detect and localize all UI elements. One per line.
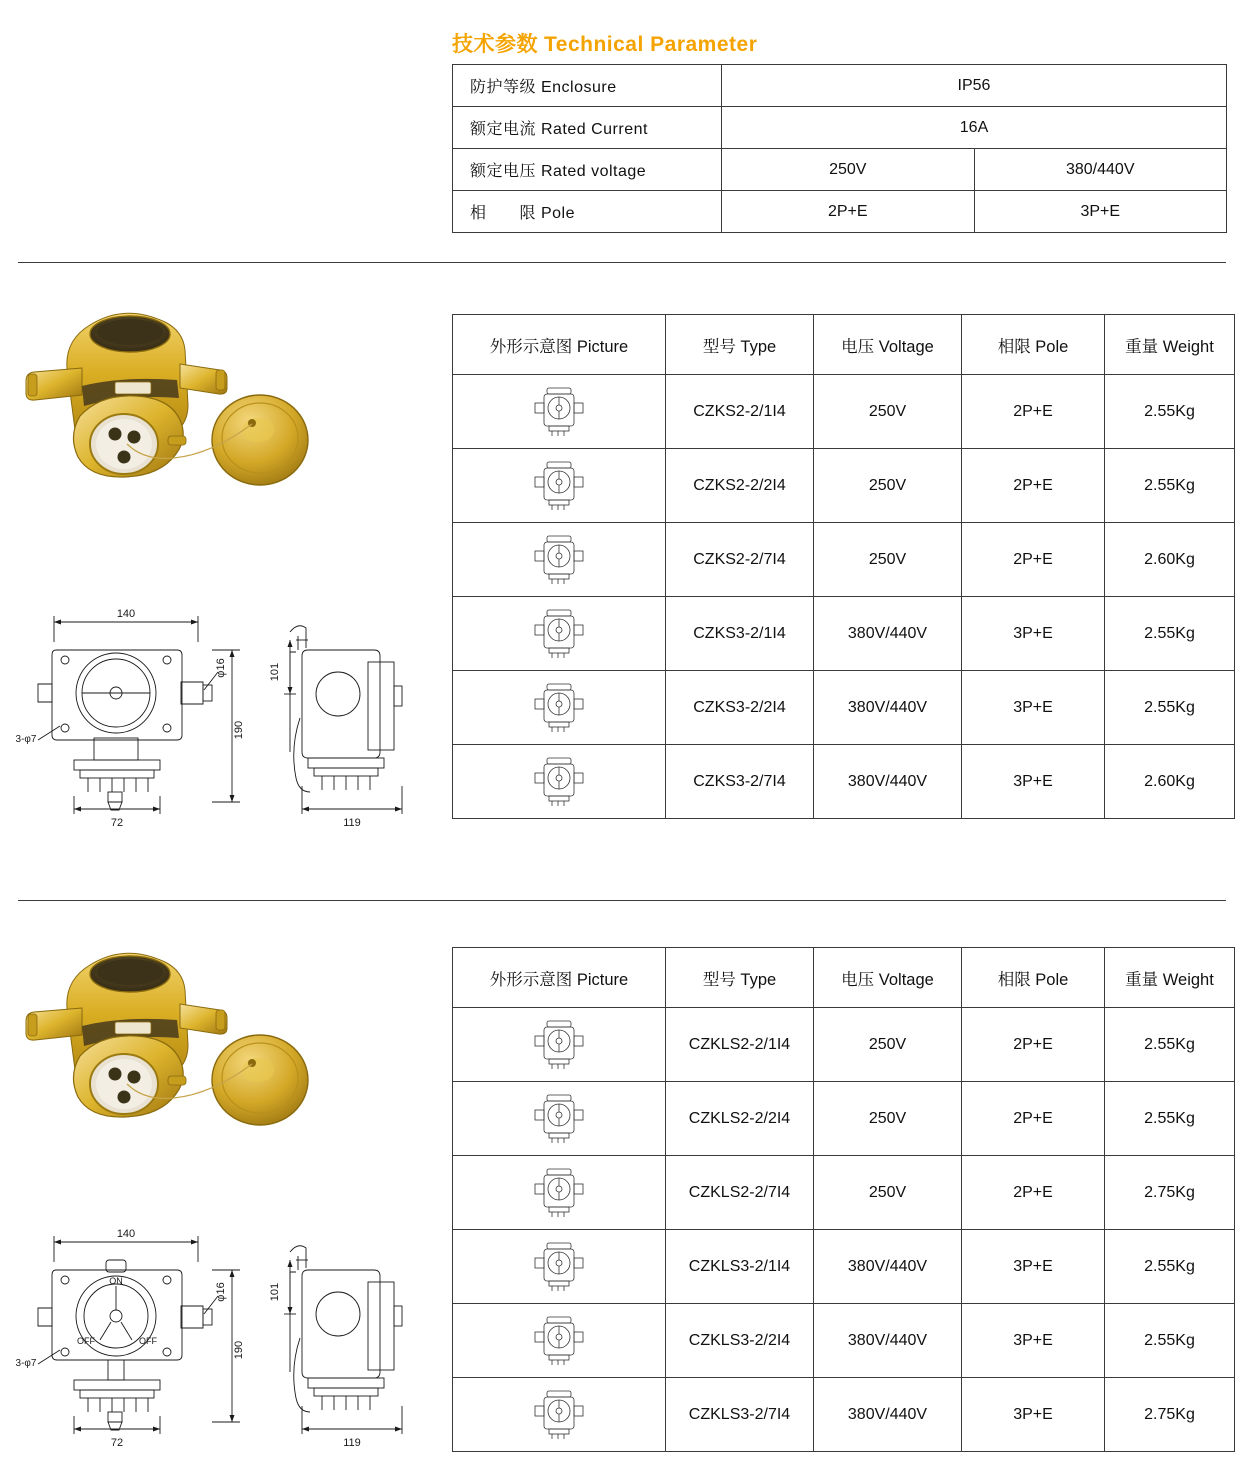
table-row <box>453 65 1227 107</box>
dim-label-width-1: 140 <box>116 608 136 620</box>
cell-pole: 2P+E <box>962 375 1105 449</box>
col-header-voltage: 电压 Voltage <box>814 315 962 375</box>
dim-label-hole-2: φ16 <box>215 1282 227 1302</box>
cell-picture <box>453 597 666 671</box>
switch-label-on: ON <box>109 1276 123 1286</box>
col-header-type: 型号 Type <box>666 948 814 1008</box>
dim-label-side-1: 119 <box>343 817 361 829</box>
table-header-row <box>453 948 1235 1008</box>
table-row <box>453 1378 1235 1452</box>
cell-pole: 2P+E <box>962 1156 1105 1230</box>
col-header-pole: 相限 Pole <box>962 948 1105 1008</box>
cell-picture <box>453 1230 666 1304</box>
product-photo-czkls <box>20 930 320 1180</box>
cell-weight: 2.75Kg <box>1105 1378 1235 1452</box>
dim-label-width-2: 140 <box>116 1228 136 1240</box>
product-thumb-icon <box>527 460 591 512</box>
tech-param-table <box>452 64 1227 233</box>
dim-label-base-2: 72 <box>110 1437 124 1449</box>
table-row <box>453 597 1235 671</box>
col-header-picture: 外形示意图 Picture <box>453 315 666 375</box>
cell-voltage: 380V/440V <box>814 745 962 819</box>
cell-pole: 2P+E <box>962 1082 1105 1156</box>
cell-picture <box>453 1156 666 1230</box>
cell-voltage: 380V/440V <box>814 1378 962 1452</box>
cell-weight: 2.60Kg <box>1105 523 1235 597</box>
cell-type: CZKLS3-2/2I4 <box>666 1304 814 1378</box>
table-row <box>453 1230 1235 1304</box>
dim-label-depth-1: 101 <box>269 662 281 682</box>
dim-label-side-2: 119 <box>343 1437 361 1449</box>
cell-type: CZKS3-2/2I4 <box>666 671 814 745</box>
table-row <box>453 375 1235 449</box>
tech-param-value-rated-voltage-250: 250V <box>722 149 975 191</box>
switch-label-off-right: OFF <box>139 1336 157 1346</box>
cell-picture <box>453 1008 666 1082</box>
cell-voltage: 250V <box>814 1082 962 1156</box>
product-thumb-icon <box>527 756 591 808</box>
cell-type: CZKLS3-2/7I4 <box>666 1378 814 1452</box>
cell-voltage: 250V <box>814 523 962 597</box>
product-photo-czkls-graphic <box>20 930 320 1180</box>
cell-voltage: 250V <box>814 375 962 449</box>
cell-weight: 2.55Kg <box>1105 671 1235 745</box>
cell-picture <box>453 1304 666 1378</box>
cell-picture <box>453 523 666 597</box>
cell-weight: 2.55Kg <box>1105 1008 1235 1082</box>
product-table-czkls <box>452 947 1235 1452</box>
cell-picture <box>453 745 666 819</box>
tech-param-value-pole-2pe: 2P+E <box>722 191 975 233</box>
product-thumb-icon <box>527 1093 591 1145</box>
cell-pole: 3P+E <box>962 1304 1105 1378</box>
tech-param-label-enclosure: 防护等级 Enclosure <box>453 65 722 107</box>
product-thumb-icon <box>527 1167 591 1219</box>
cell-voltage: 380V/440V <box>814 1304 962 1378</box>
table-row <box>453 745 1235 819</box>
section-divider-bottom <box>18 900 1226 901</box>
cell-type: CZKLS2-2/7I4 <box>666 1156 814 1230</box>
product-thumb-icon <box>527 1241 591 1293</box>
cell-type: CZKLS2-2/2I4 <box>666 1082 814 1156</box>
cell-type: CZKS2-2/1I4 <box>666 375 814 449</box>
tech-param-title-cn: 技术参数 <box>452 33 538 56</box>
cell-picture <box>453 449 666 523</box>
dimension-drawing-czks-graphic <box>8 590 428 830</box>
cell-type: CZKS2-2/7I4 <box>666 523 814 597</box>
cell-pole: 3P+E <box>962 1230 1105 1304</box>
table-row <box>453 671 1235 745</box>
product-thumb-icon <box>527 534 591 586</box>
cell-weight: 2.55Kg <box>1105 375 1235 449</box>
table-row <box>453 1304 1235 1378</box>
cell-pole: 3P+E <box>962 671 1105 745</box>
product-photo-czks <box>20 290 320 540</box>
cell-weight: 2.55Kg <box>1105 597 1235 671</box>
col-header-voltage: 电压 Voltage <box>814 948 962 1008</box>
cell-pole: 2P+E <box>962 1008 1105 1082</box>
tech-param-label-pole: 相 限 Pole <box>453 191 722 233</box>
cell-voltage: 380V/440V <box>814 1230 962 1304</box>
product-thumb-icon <box>527 608 591 660</box>
dim-label-mount-1: 3-φ7 <box>15 734 37 745</box>
cell-type: CZKS3-2/1I4 <box>666 597 814 671</box>
cell-picture <box>453 1378 666 1452</box>
cell-pole: 2P+E <box>962 523 1105 597</box>
cell-type: CZKLS2-2/1I4 <box>666 1008 814 1082</box>
product-thumb-icon <box>527 1315 591 1367</box>
table-row <box>453 191 1227 233</box>
cell-weight: 2.60Kg <box>1105 745 1235 819</box>
table-row <box>453 1082 1235 1156</box>
tech-param-title <box>452 28 757 58</box>
dimension-drawing-czks <box>8 590 428 830</box>
product-thumb-icon <box>527 386 591 438</box>
col-header-type: 型号 Type <box>666 315 814 375</box>
dim-label-mount-2: 3-φ7 <box>15 1358 37 1369</box>
col-header-picture: 外形示意图 Picture <box>453 948 666 1008</box>
cell-pole: 3P+E <box>962 745 1105 819</box>
product-table-czks <box>452 314 1235 819</box>
cell-picture <box>453 671 666 745</box>
cell-weight: 2.55Kg <box>1105 449 1235 523</box>
cell-voltage: 250V <box>814 1156 962 1230</box>
cell-type: CZKS2-2/2I4 <box>666 449 814 523</box>
cell-pole: 2P+E <box>962 449 1105 523</box>
cell-voltage: 380V/440V <box>814 671 962 745</box>
cell-weight: 2.55Kg <box>1105 1304 1235 1378</box>
product-thumb-icon <box>527 682 591 734</box>
tech-param-label-rated-voltage: 额定电压 Rated voltage <box>453 149 722 191</box>
tech-param-label-rated-current: 额定电流 Rated Current <box>453 107 722 149</box>
table-row <box>453 107 1227 149</box>
tech-param-value-pole-3pe: 3P+E <box>974 191 1227 233</box>
dim-label-base-1: 72 <box>110 817 124 829</box>
tech-param-value-rated-current: 16A <box>722 107 1227 149</box>
dim-label-hole-1: φ16 <box>215 658 227 678</box>
table-row <box>453 449 1235 523</box>
cell-pole: 3P+E <box>962 1378 1105 1452</box>
cell-picture <box>453 375 666 449</box>
cell-weight: 2.55Kg <box>1105 1082 1235 1156</box>
tech-param-value-rated-voltage-380: 380/440V <box>974 149 1227 191</box>
col-header-weight: 重量 Weight <box>1105 315 1235 375</box>
dim-label-depth-2: 101 <box>269 1282 281 1302</box>
dimension-drawing-czkls <box>8 1210 428 1450</box>
table-row <box>453 149 1227 191</box>
cell-weight: 2.75Kg <box>1105 1156 1235 1230</box>
cell-voltage: 250V <box>814 1008 962 1082</box>
cell-voltage: 380V/440V <box>814 597 962 671</box>
dimension-drawing-czkls-graphic <box>8 1210 428 1450</box>
product-photo-czks-graphic <box>20 290 320 540</box>
tech-param-value-enclosure: IP56 <box>722 65 1227 107</box>
table-header-row <box>453 315 1235 375</box>
cell-voltage: 250V <box>814 449 962 523</box>
dim-label-height-1: 190 <box>233 720 245 740</box>
col-header-pole: 相限 Pole <box>962 315 1105 375</box>
table-row <box>453 1156 1235 1230</box>
product-thumb-icon <box>527 1389 591 1441</box>
switch-label-off-left: OFF <box>77 1336 95 1346</box>
table-row <box>453 523 1235 597</box>
cell-pole: 3P+E <box>962 597 1105 671</box>
product-thumb-icon <box>527 1019 591 1071</box>
cell-type: CZKLS3-2/1I4 <box>666 1230 814 1304</box>
table-row <box>453 1008 1235 1082</box>
cell-picture <box>453 1082 666 1156</box>
tech-param-title-en: Technical Parameter <box>544 33 758 56</box>
section-divider-top <box>18 262 1226 263</box>
dim-label-height-2: 190 <box>233 1340 245 1360</box>
cell-weight: 2.55Kg <box>1105 1230 1235 1304</box>
col-header-weight: 重量 Weight <box>1105 948 1235 1008</box>
cell-type: CZKS3-2/7I4 <box>666 745 814 819</box>
